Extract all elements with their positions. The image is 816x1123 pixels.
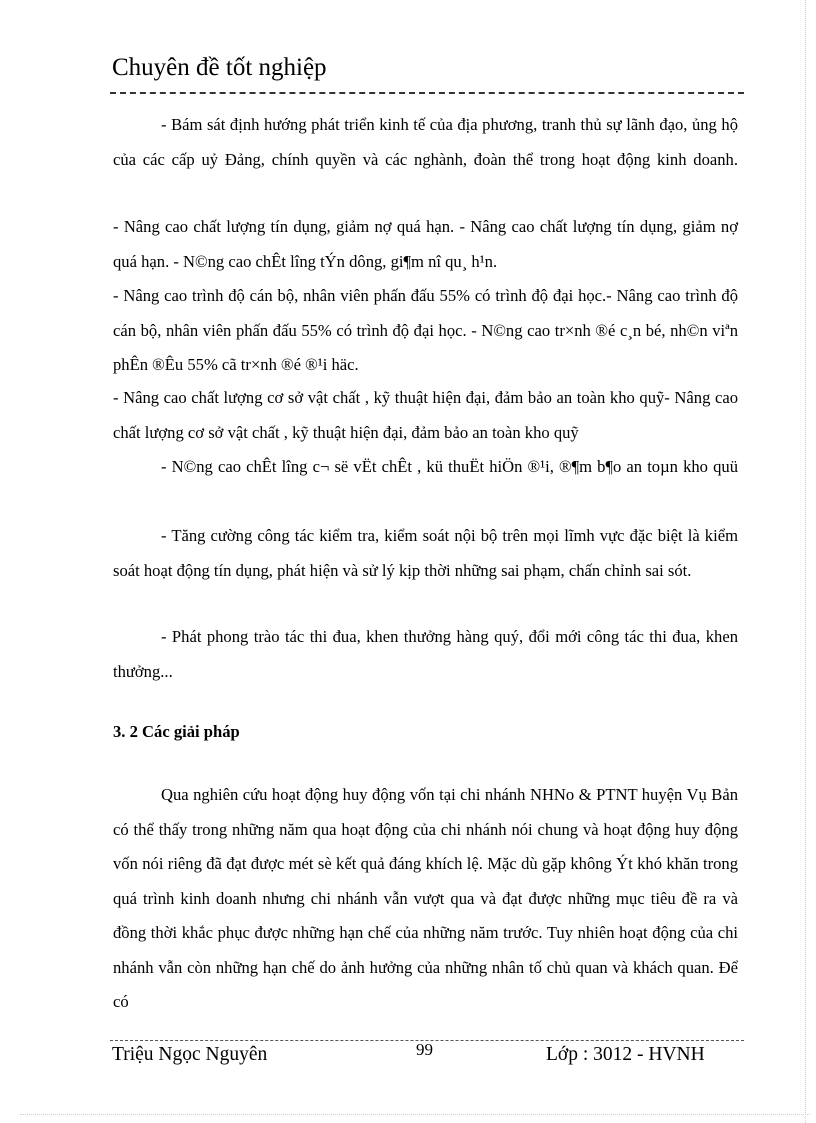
paragraph-7: - Phát phong trào tác thi đua, khen thưởng hàng quý, đổi mới công tác thi đua, khen thưởng... xyxy=(113,627,738,681)
paragraph-5: - N©ng cao chÊt lîng c¬ së vËt chÊt , kü thuËt hiÖn ®¹i, ®¶m b¶o an toµn kho quü xyxy=(161,457,738,476)
header-divider xyxy=(110,92,744,94)
paragraph-2: - Nâng cao chất lượng tín dụng, giảm nợ quá hạn. - Nâng cao chất lượng tín dụng, giảm nợ quá hạn. - N©ng cao chÊt lîng tÝn dông, gi¶m nî qu¸ h¹n. xyxy=(113,217,738,271)
page-edge-bottom xyxy=(20,1114,810,1115)
paragraph-6: - Tăng cường công tác kiểm tra, kiểm soát nội bộ trên mọi lĩmh vực đặc biệt là kiểm soát hoạt động tín dụng, phát hiện và sử lý kịp thời những sai phạm, chấn chỉnh sai sót. xyxy=(113,526,738,580)
paragraph-4: - Nâng cao chất lượng cơ sở vật chất , kỹ thuật hiện đại, đảm bảo an toàn kho quỹ- Nâng cao chất lượng cơ sở vật chất , kỹ thuật hiện đại, đảm bảo an toàn kho quỹ xyxy=(113,388,738,442)
header-title: Chuyên đề tốt nghiệp xyxy=(112,54,327,81)
section-heading: 3. 2 Các giải pháp xyxy=(113,722,240,741)
footer-page-number: 99 xyxy=(416,1040,433,1059)
page-edge-right xyxy=(805,0,806,1123)
footer-author: Triệu Ngọc Nguyên xyxy=(112,1044,268,1065)
paragraph-8: Qua nghiên cứu hoạt động huy động vốn tại chi nhánh NHNo & PTNT huyện Vụ Bản có thể thấy trong những năm qua hoạt động của chi nhánh nói chung và hoạt động huy động vốn nói riêng đã đạt được mét sè kết quả đáng khích lệ. Mặc dù gặp không Ýt khó khăn trong quá trình kinh doanh nhưng chi nhánh vẫn vượt qua và đạt được những mục tiêu đề ra và đồng thời khắc phục được những hạn chế của những năm trước. Tuy nhiên hoạt động của chi nhánh vẫn còn những hạn chế do ảnh hưởng của những nhân tố chủ quan và khách quan. Để có xyxy=(113,785,738,1011)
paragraph-3: - Nâng cao trình độ cán bộ, nhân viên phấn đấu 55% có trình độ đại học.- Nâng cao trình độ cán bộ, nhân viên phấn đấu 55% có trình độ đại học. - N©ng cao tr×nh ®é c¸n bé, nh©n viªn phÊn ®Êu 55% cã tr×nh ®é ®¹i häc. xyxy=(113,286,738,374)
footer-class-label: Lớp : 3012 - HVNH xyxy=(546,1044,705,1065)
paragraph-1: - Bám sát định hướng phát triển kinh tế của địa phương, tranh thủ sự lãnh đạo, ủng hộ của các cấp uỷ Đảng, chính quyền và các nghành, đoàn thể trong hoạt động kinh doanh. xyxy=(113,115,738,169)
